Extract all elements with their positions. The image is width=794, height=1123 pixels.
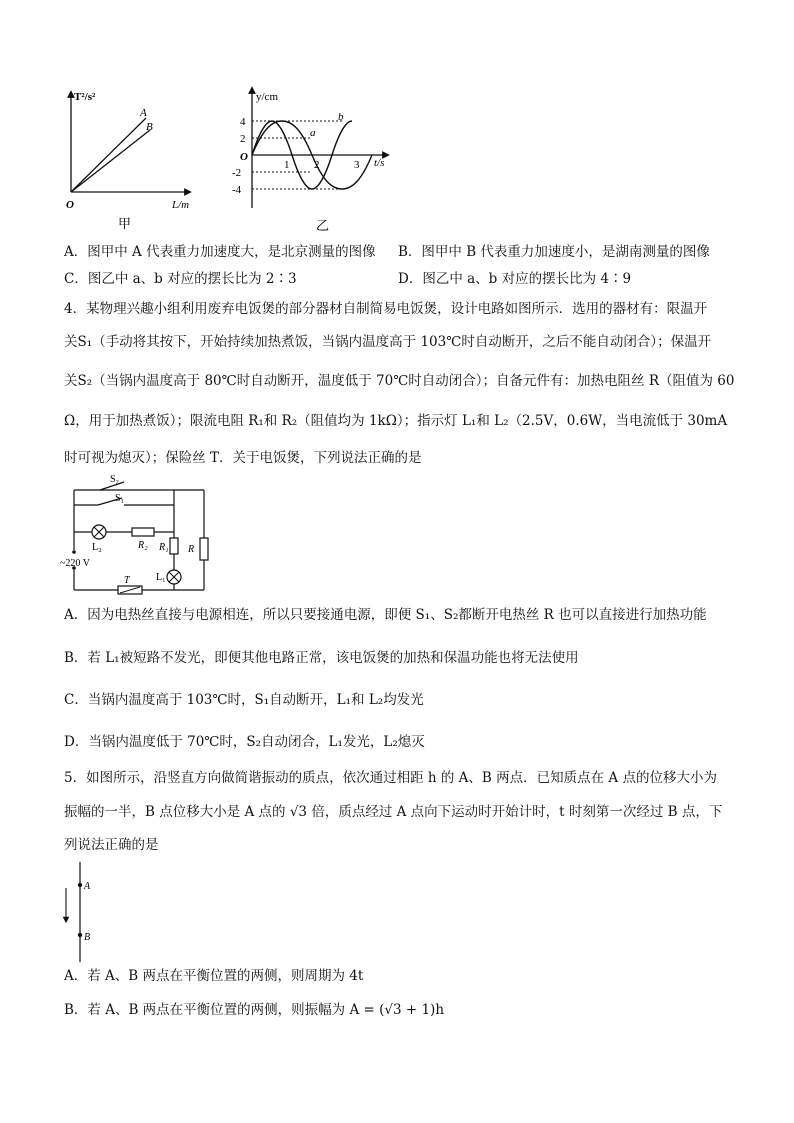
q4-option-a: A．因为电热丝直接与电源相连，所以只要接通电源，即便 S₁、S₂都断开电热丝 R 也可以直接进行加热功能 xyxy=(64,607,707,623)
label-s1: S₁ xyxy=(115,493,125,504)
q4-stem-line-4: Ω，用于加热煮饭）；限流电阻 R₁和 R₂（阻值均为 1kΩ）；指示灯 L₁和 L₂（2.5V，0.6W，当电流低于 30mA xyxy=(64,413,728,429)
label-t: T xyxy=(124,575,130,586)
q5-stem-line-3: 列说法正确的是 xyxy=(64,837,159,853)
q4-stem-line-1: 4．某物理兴趣小组利用废弃电饭煲的部分器材自制简易电饭煲，设计电路如图所示．选用的器材有：限温开 xyxy=(64,301,708,317)
q3-option-d: D．图乙中 a、b 对应的摆长比为 4∶9 xyxy=(398,271,632,287)
jia-label-a: A xyxy=(140,107,147,119)
jia-origin: O xyxy=(66,199,74,211)
label-s2: S₂ xyxy=(110,474,120,485)
yi-label-a: a xyxy=(310,127,316,139)
l1-lamp xyxy=(167,570,181,584)
yi-tick-x-2: 2 xyxy=(314,159,320,171)
label-r: R xyxy=(188,544,195,555)
r1-resistor xyxy=(170,538,178,554)
q4-option-c: C．当锅内温度高于 103℃时，S₁自动断开，L₁和 L₂均发光 xyxy=(64,692,424,708)
q5-point-a xyxy=(78,883,82,887)
yi-origin: O xyxy=(240,151,248,163)
label-voltage: ~220 V xyxy=(60,558,90,569)
yi-tick-y-neg4: -4 xyxy=(232,184,242,196)
label-r1: R₁ xyxy=(159,542,169,553)
q5-label-a: A xyxy=(84,881,91,892)
q5-option-b: B．若 A、B 两点在平衡位置的两侧，则振幅为 A = (√3 + 1)h xyxy=(64,1002,445,1018)
label-r2: R₂ xyxy=(138,540,148,551)
jia-line-a xyxy=(71,118,146,192)
figure-yi-graph xyxy=(228,84,398,238)
yi-y-label: y/cm xyxy=(256,91,278,103)
q3-option-a: A．图甲中 A 代表重力加速度大，是北京测量的图像 xyxy=(64,244,376,260)
l2-lamp xyxy=(92,525,106,539)
yi-caption: 乙 xyxy=(316,218,330,233)
q3-option-b: B．图甲中 B 代表重力加速度小，是湖南测量的图像 xyxy=(398,244,710,260)
q4-option-b: B．若 L₁被短路不发光，即便其他电路正常，该电饭煲的加热和保温功能也将无法使用 xyxy=(64,650,579,666)
yi-x-label: t/s xyxy=(374,157,385,169)
jia-y-label: T²/s² xyxy=(74,91,96,103)
figure-jia-graph xyxy=(60,88,200,238)
q4-option-d: D．当锅内温度低于 70℃时，S₂自动闭合，L₁发光，L₂熄灭 xyxy=(64,734,425,750)
q5-stem-line-2: 振幅的一半，B 点位移大小是 A 点的 √3 倍，质点经过 A 点向下运动时开始计时，t 时刻第一次经过 B 点，下 xyxy=(64,804,723,820)
yi-tick-x-3: 3 xyxy=(354,159,360,171)
q5-stem-line-1: 5．如图所示，沿竖直方向做简谐振动的质点，依次通过相距 h 的 A、B 两点．已知质点在 A 点的位移大小为 xyxy=(64,770,717,786)
q4-stem-line-3: 关S₂（当锅内温度高于 80℃时自动断开，温度低于 70℃时自动闭合）；自备元件有：加热电阻丝 R（阻值为 60 xyxy=(64,373,735,389)
q5-label-b: B xyxy=(84,932,91,943)
jia-label-b: B xyxy=(146,121,153,133)
q5-point-b xyxy=(78,933,82,937)
yi-tick-y-4: 4 xyxy=(240,116,246,128)
label-l1: L₁ xyxy=(156,572,166,583)
q5-vertical-diagram xyxy=(60,858,120,968)
q3-option-c: C．图乙中 a、b 对应的摆长比为 2∶3 xyxy=(64,271,297,287)
jia-caption: 甲 xyxy=(118,216,132,231)
r-heating-wire xyxy=(200,538,208,560)
label-l2: L₂ xyxy=(92,542,102,553)
jia-line-b xyxy=(71,130,150,192)
q4-circuit-diagram xyxy=(60,470,220,600)
q4-stem-line-2: 关S₁（手动将其按下，开始持续加热煮饭，当锅内温度高于 103℃时自动断开，之后不能自动闭合）；保温开 xyxy=(64,334,712,350)
yi-label-b: b xyxy=(338,111,344,123)
yi-tick-x-1: 1 xyxy=(284,159,290,171)
jia-x-label: L/m xyxy=(172,199,190,211)
r2-resistor xyxy=(132,528,154,536)
q5-option-a: A．若 A、B 两点在平衡位置的两侧，则周期为 4t xyxy=(64,968,364,984)
yi-tick-y-2: 2 xyxy=(240,133,246,145)
q4-stem-line-5: 时可视为熄灭）；保险丝 T．关于电饭煲，下列说法正确的是 xyxy=(64,450,422,466)
yi-tick-y-neg2: -2 xyxy=(232,167,242,179)
